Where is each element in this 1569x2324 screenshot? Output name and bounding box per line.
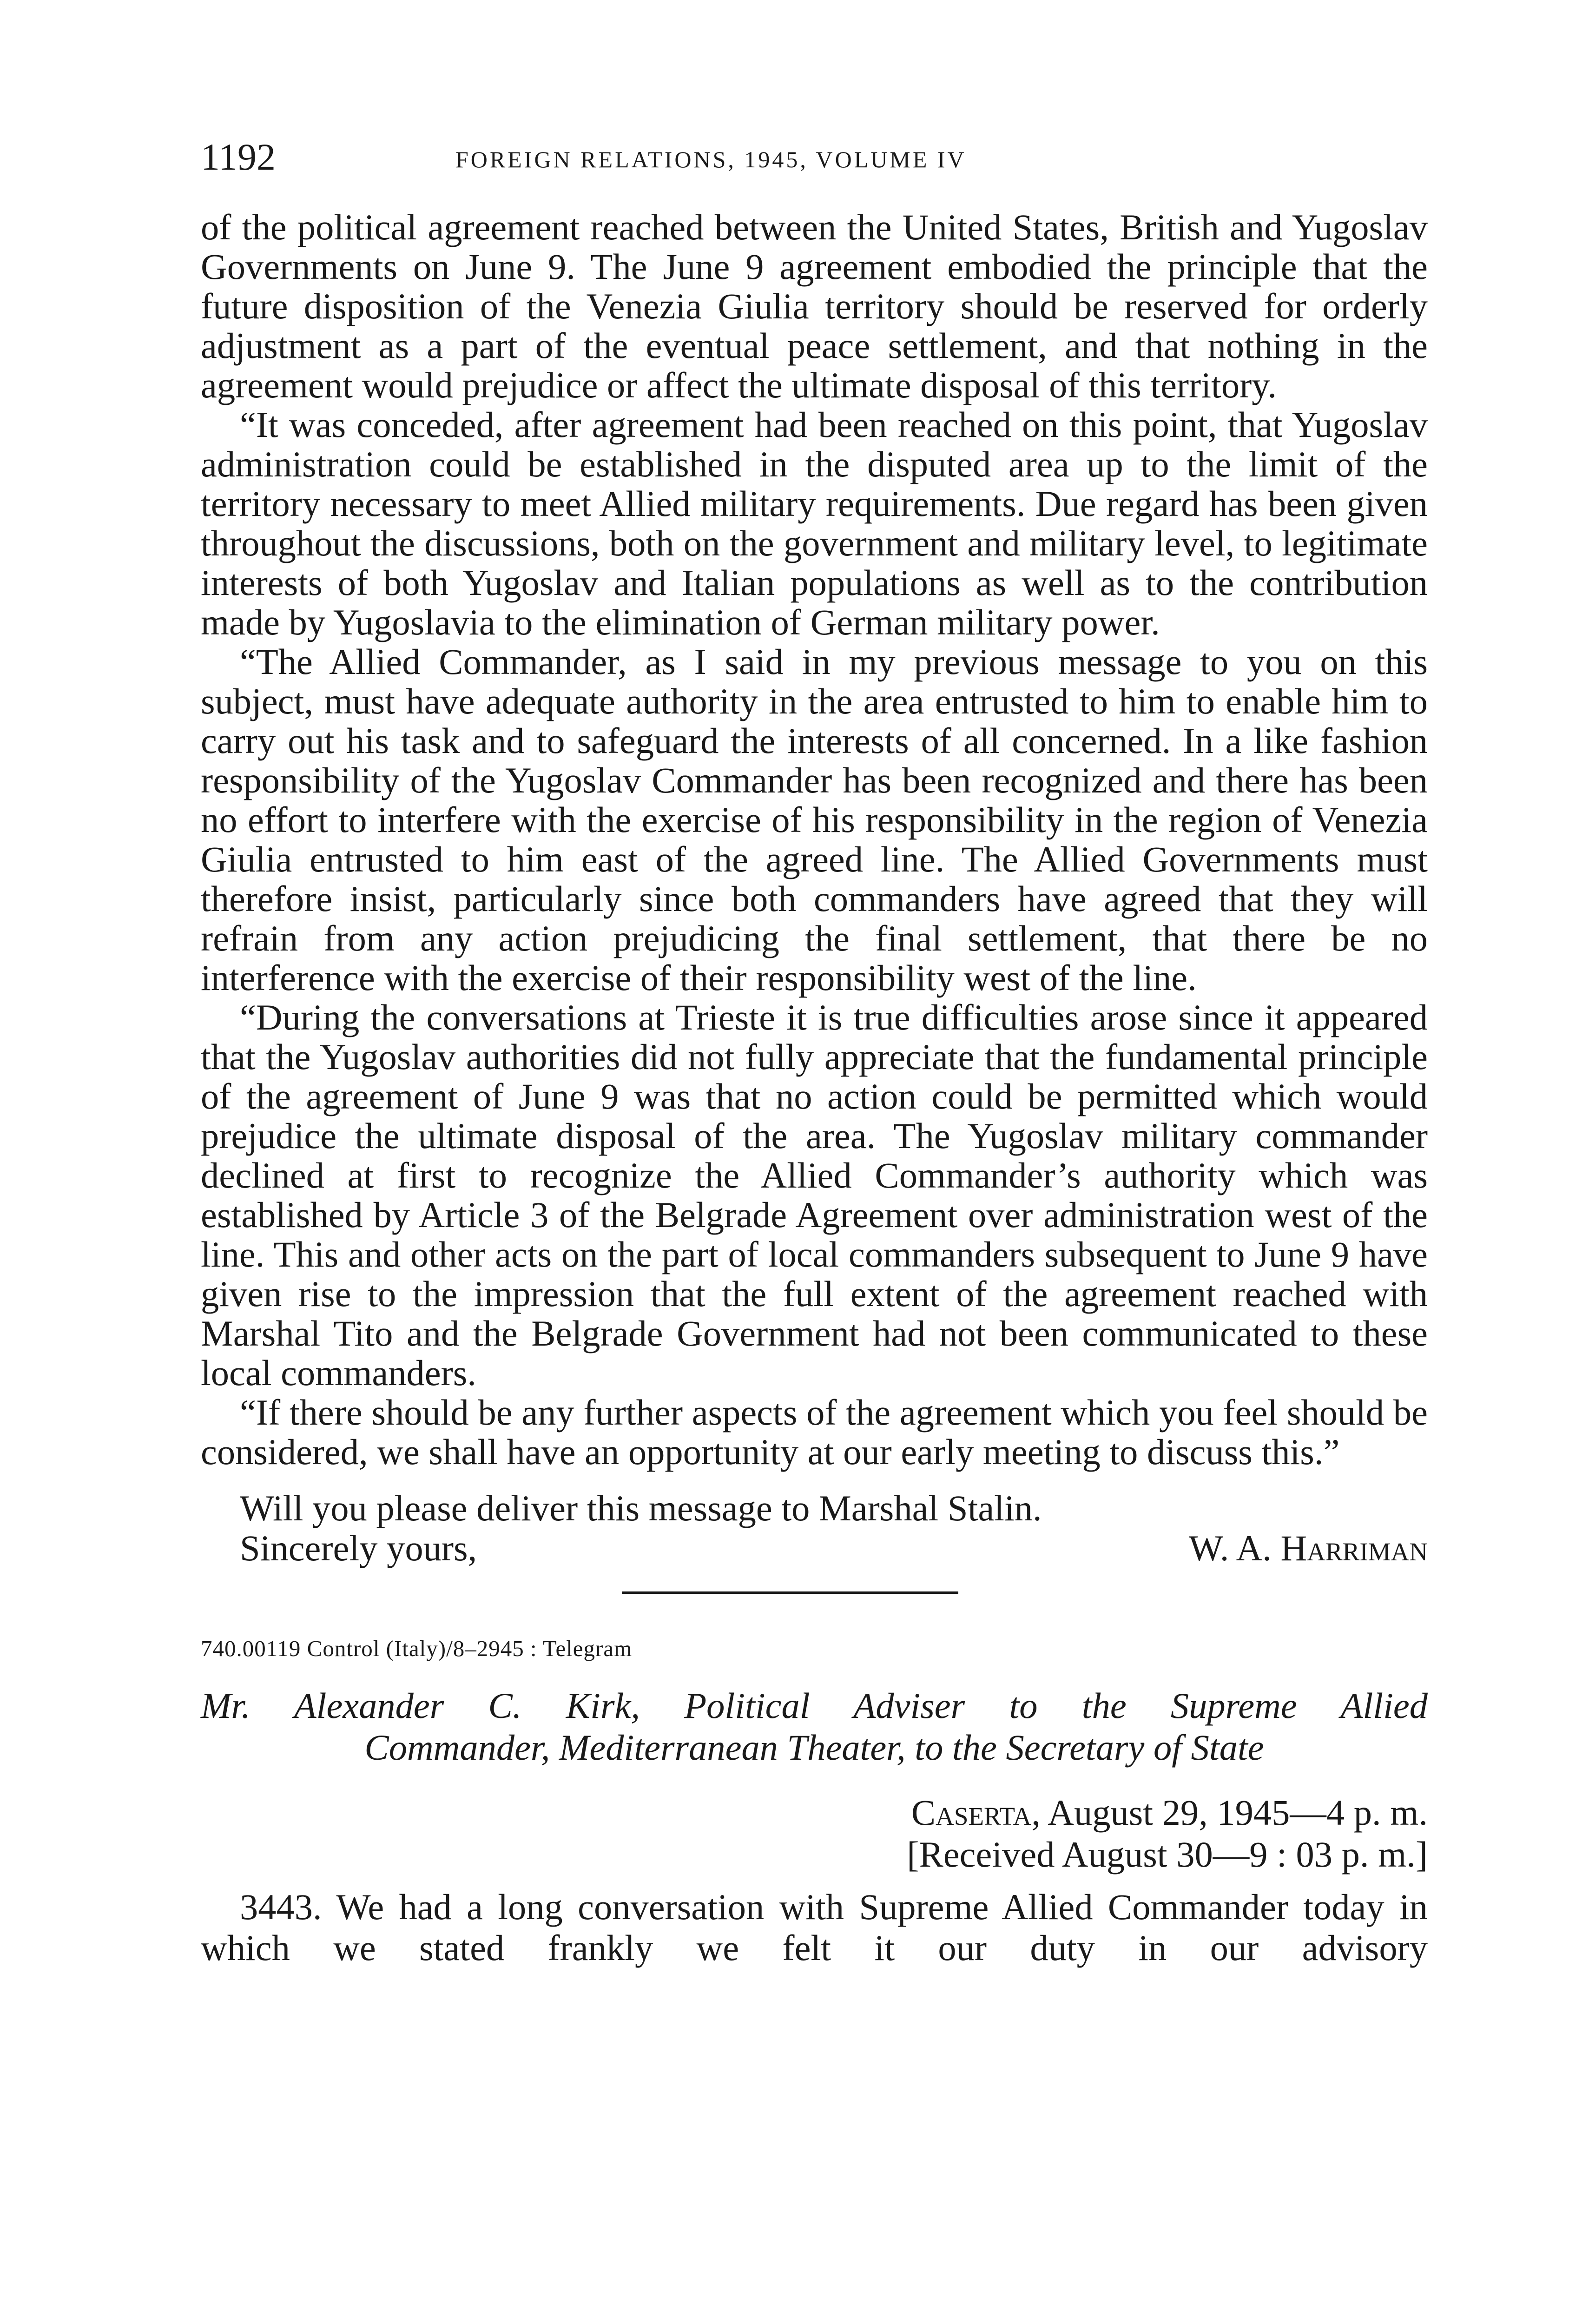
file-reference: 740.00119 Control (Italy)/8–2945 : Telegram — [201, 1636, 633, 1661]
telegram-paragraph — [201, 1887, 1428, 1968]
document-heading — [201, 1685, 1428, 1769]
telegram-text: We had a long conversation with Supreme Allied Commander today in which we stated frankly we felt it our duty in our advisory — [201, 1887, 1428, 1968]
dateline-received: [Received August 30—9 : 03 p. m.] — [907, 1834, 1428, 1875]
salutation: Sincerely yours, — [240, 1528, 477, 1568]
dateline — [201, 1792, 1428, 1875]
paragraph: “The Allied Commander, as I said in my previous message to you on this subject, must have adequate authority in the area entrusted to him to enable him to carry out his task and to safeguard the interests of all concerned. In a like fashion responsibility of the Yugoslav Commander has been recognized and there has been no effort to interfere with the exercise of his responsibility in the region of Venezia Giulia entrusted to him east of the agreed line. The Allied Governments must therefore insist, particularly since both commanders have agreed that they will refrain from any action prejudicing the final settlement, that there be no interference with the exercise of their responsibility west of the line. — [201, 641, 1428, 998]
closing-request: Will you please deliver this message to Marshal Stalin. — [240, 1488, 1042, 1528]
telegram-number: 3443. — [240, 1887, 322, 1927]
page-number: 1192 — [201, 136, 276, 178]
dateline-place: Caserta — [911, 1792, 1032, 1833]
telegram-body — [201, 1887, 1428, 1968]
dateline-date: , August 29, 1945—4 p. m. — [1031, 1792, 1428, 1833]
heading-line-1: Mr. Alexander C. Kirk, Political Adviser to the Supreme Allied — [201, 1685, 1428, 1726]
paragraph-continued: of the political agreement reached between the United States, British and Yugoslav Governments on June 9. The June 9 agreement embodied the principle that the future disposition of the Venezia Giulia territory should be reserved for orderly adjustment as a part of the eventual peace settlement, and that nothing in the agreement would prejudice or affect the ultimate disposal of this territory. — [201, 207, 1428, 405]
letter-closing — [201, 1488, 1428, 1568]
paragraph: “It was conceded, after agreement had been reached on this point, that Yugoslav administration could be established in the disputed area up to the limit of the territory necessary to meet Allied military requirements. Due regard has been given throughout the discussions, both on the government and military level, to legitimate interests of both Yugoslav and Italian populations as well as to the contribution made by Yugoslavia to the elimination of German military power. — [201, 404, 1428, 642]
paragraph: “During the conversations at Trieste it is true difficulties arose since it appeared that the Yugoslav authorities did not fully appreciate that the fundamental principle of the agreement of June 9 was that no action could be permitted which would prejudice the ultimate disposal of the area. The Yugoslav military commander declined at first to recognize the Allied Commander’s authority which was established by Article 3 of the Belgrade Agreement over administration west of the line. This and other acts on the part of local commanders subsequent to June 9 have given rise to the impression that the full extent of the agreement reached with Marshal Tito and the Belgrade Government had not been communicated to these local commanders. — [201, 997, 1428, 1393]
running-head — [201, 135, 1428, 186]
closing-signoff — [201, 1528, 1428, 1568]
signature: W. A. Harriman — [1188, 1528, 1428, 1568]
running-title: FOREIGN RELATIONS, 1945, VOLUME IV — [455, 146, 967, 172]
document-page — [201, 135, 1428, 1968]
paragraph: “If there should be any further aspects of the agreement which you feel should be considered, we shall have an opportunity at our early meeting to discuss this.” — [201, 1392, 1428, 1472]
heading-line-2: Commander, Mediterranean Theater, to the Secretary of State — [364, 1727, 1264, 1768]
section-divider — [622, 1591, 958, 1594]
dateline-sent — [201, 1792, 1428, 1834]
letter-body — [201, 207, 1428, 1472]
